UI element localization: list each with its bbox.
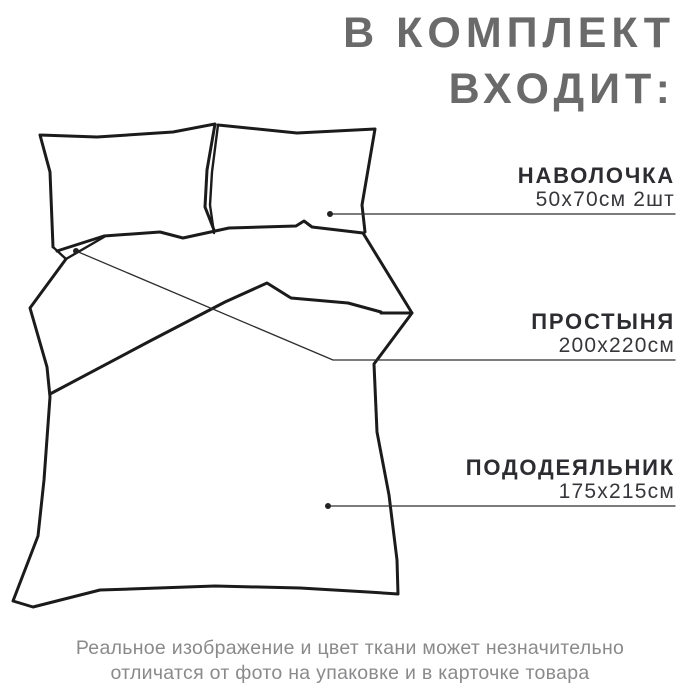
- disclaimer-note: [0, 636, 700, 685]
- page-title: [343, 5, 675, 117]
- page-title-line-1: В КОМПЛЕКТ: [343, 9, 675, 57]
- label-pillowcase-name: НАВОЛОЧКА: [517, 163, 675, 188]
- duvet-pointer-dot: [325, 503, 331, 509]
- bed-top-edge: [57, 221, 363, 251]
- label-duvet: [466, 456, 675, 503]
- label-sheet-name: ПРОСТЫНЯ: [531, 309, 675, 334]
- label-pillowcase: [518, 164, 675, 211]
- sheet-pointer-dot: [73, 248, 79, 254]
- duvet-outline: [13, 233, 412, 607]
- duvet-fold-line: [50, 283, 381, 394]
- label-duvet-size: 175х215см: [558, 480, 675, 503]
- sheet-corner: [53, 237, 104, 259]
- pillowcase-pointer-dot: [327, 211, 333, 217]
- page-title-line-2: ВХОДИТ:: [448, 65, 675, 113]
- pillow-left-outline: [40, 124, 215, 247]
- disclaimer-line-1: Реальное изображение и цвет ткани может незначительно: [75, 637, 625, 659]
- pillow-right-outline: [218, 125, 375, 232]
- label-sheet: [531, 310, 675, 357]
- label-pillowcase-size: 50х70см 2шт: [535, 188, 675, 211]
- label-sheet-size: 200х220см: [558, 334, 675, 357]
- disclaimer-line-2: отличатся от фото на упаковке и в карточке товара: [110, 661, 590, 684]
- bed-illustration: [13, 124, 412, 607]
- label-duvet-name: ПОДОДЕЯЛЬНИК: [465, 455, 675, 480]
